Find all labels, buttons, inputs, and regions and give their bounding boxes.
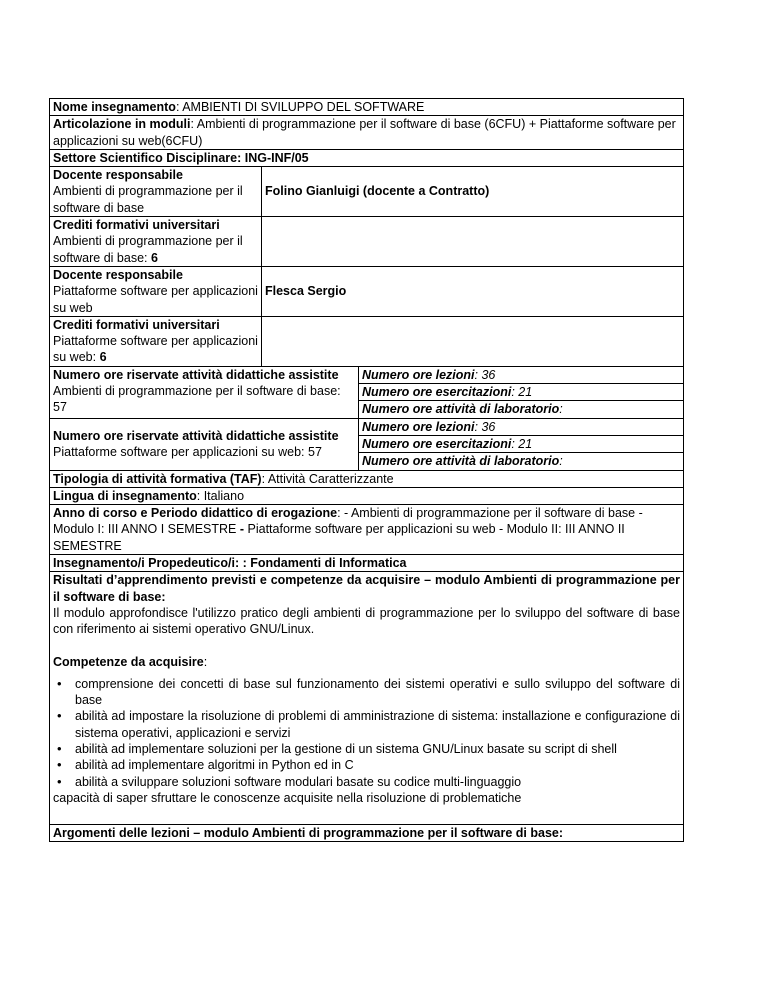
row-settore	[50, 149, 684, 166]
competenze-item: • abilità ad impostare la risoluzione di problemi di amministrazione di sistema: installazione e configurazione di sistema operativi, applicazioni e servizi	[71, 708, 680, 741]
row-crediti-1	[50, 217, 684, 267]
row-articolazione	[50, 116, 684, 150]
row-ore-2	[50, 418, 684, 470]
competenze-item: • abilità ad implementare algoritmi in Python ed in C	[71, 757, 680, 773]
risultati-intro: Il modulo approfondisce l'utilizzo pratico degli ambienti di programmazione per lo sviluppo del software di base con riferimento ai sistemi operativo GNU/Linux.	[53, 605, 680, 637]
docente2-label: Docente responsabile	[53, 267, 183, 282]
crediti2-label: Crediti formativi universitari	[53, 317, 220, 332]
nome-value: : AMBIENTI DI SVILUPPO DEL SOFTWARE	[175, 100, 425, 114]
competenze-list	[53, 676, 680, 790]
ore2-lezioni-label: Numero ore lezioni	[362, 419, 475, 434]
ore1-esercitazioni-value: : 21	[511, 385, 533, 400]
propedeutici: Insegnamento/i Propedeutico/i: : Fondamenti di Informatica	[50, 555, 684, 572]
anno-part-2: : III ANNO I SEMESTRE	[100, 522, 240, 537]
anno-part-4: Piattaforme software per applicazioni su web - Modulo II: III ANNO II SEMESTRE	[53, 522, 625, 553]
competenze-label: Competenze da acquisire	[53, 654, 204, 669]
row-taf	[50, 470, 684, 487]
crediti2-module: Piattaforme software per applicazioni su web:	[53, 334, 258, 365]
row-crediti-2	[50, 316, 684, 366]
lingua-value: : Italiano	[196, 488, 245, 503]
anno-part-3: -	[239, 522, 248, 537]
docente1-module: Ambienti di programmazione per il software di base	[53, 184, 243, 215]
row-docente-2	[50, 266, 684, 316]
row-lingua	[50, 487, 684, 504]
lingua-label: Lingua di insegnamento	[53, 488, 197, 503]
ore1-laboratorio-value: :	[559, 402, 563, 417]
settore: Settore Scientifico Disciplinare: ING-INF/05	[50, 149, 684, 166]
ore2-laboratorio-label: Numero ore attività di laboratorio	[362, 454, 560, 469]
row-risultati	[50, 572, 684, 825]
row-ore-1	[50, 366, 684, 418]
row-docente-1	[50, 167, 684, 217]
crediti1-module: Ambienti di programmazione per il software di base:	[53, 234, 243, 265]
course-table	[49, 98, 684, 842]
docente2-name: Flesca Sergio	[265, 283, 347, 298]
ore2-lezioni-value: : 36	[474, 419, 496, 434]
ore2-module: Piattaforme software per applicazioni su web: 57	[53, 445, 322, 460]
risultati-closing: capacità di saper sfruttare le conoscenze acquisite nella risoluzione di problematiche	[53, 790, 522, 805]
articolazione-label: Articolazione in moduli	[53, 117, 191, 132]
crediti1-label: Crediti formativi universitari	[53, 218, 220, 233]
crediti2-value: 6	[99, 350, 107, 365]
row-anno	[50, 505, 684, 555]
ore2-esercitazioni-value: : 21	[511, 436, 533, 451]
competenze-item: • abilità a sviluppare soluzioni software modulari basate su codice multi-linguaggio	[71, 774, 680, 790]
taf-label: Tipologia di attività formativa (TAF)	[53, 471, 262, 486]
course-document	[49, 98, 683, 842]
ore1-lezioni-value: : 36	[474, 367, 496, 382]
articolazione-value: : Ambienti di programmazione per il software di base (6CFU) + Piattaforme software per applicazioni su web(6CFU)	[53, 117, 676, 148]
row-propedeutici	[50, 555, 684, 572]
row-argomenti	[50, 825, 684, 842]
ore2-laboratorio-value: :	[559, 454, 563, 469]
row-nome	[50, 99, 684, 116]
taf-value: : Attività Caratterizzante	[261, 471, 394, 486]
ore1-esercitazioni-label: Numero ore esercitazioni	[362, 385, 512, 400]
argomenti-heading: Argomenti delle lezioni – modulo Ambienti di programmazione per il software di base:	[50, 825, 684, 842]
ore2-esercitazioni-label: Numero ore esercitazioni	[362, 436, 512, 451]
competenze-colon: :	[203, 654, 208, 669]
competenze-item: • abilità ad implementare soluzioni per la gestione di un sistema GNU/Linux basate su script di shell	[71, 741, 680, 757]
ore2-label: Numero ore riservate attività didattiche assistite	[53, 428, 339, 443]
ore1-laboratorio-label: Numero ore attività di laboratorio	[362, 402, 560, 417]
ore1-lezioni-label: Numero ore lezioni	[362, 367, 475, 382]
anno-label: Anno di corso e Periodo didattico di erogazione	[53, 506, 338, 521]
ore1-module: Ambienti di programmazione per il software di base: 57	[53, 384, 341, 415]
crediti1-value: 6	[150, 250, 158, 265]
anno-part-1: : - Ambienti di programmazione per il software di base - Modulo I	[53, 506, 643, 537]
ore1-label: Numero ore riservate attività didattiche assistite	[53, 367, 339, 382]
risultati-heading: Risultati d’apprendimento previsti e competenze da acquisire – modulo Ambienti di programmazione per il software di base:	[53, 573, 680, 604]
docente2-module: Piattaforme software per applicazioni su web	[53, 284, 258, 315]
nome-label: Nome insegnamento	[53, 100, 176, 114]
competenze-item: • comprensione dei concetti di base sul funzionamento dei sistemi operativi e sullo sviluppo del software di base	[71, 676, 680, 709]
docente1-name: Folino Gianluigi (docente a Contratto)	[265, 184, 490, 199]
docente1-label: Docente responsabile	[53, 168, 183, 183]
